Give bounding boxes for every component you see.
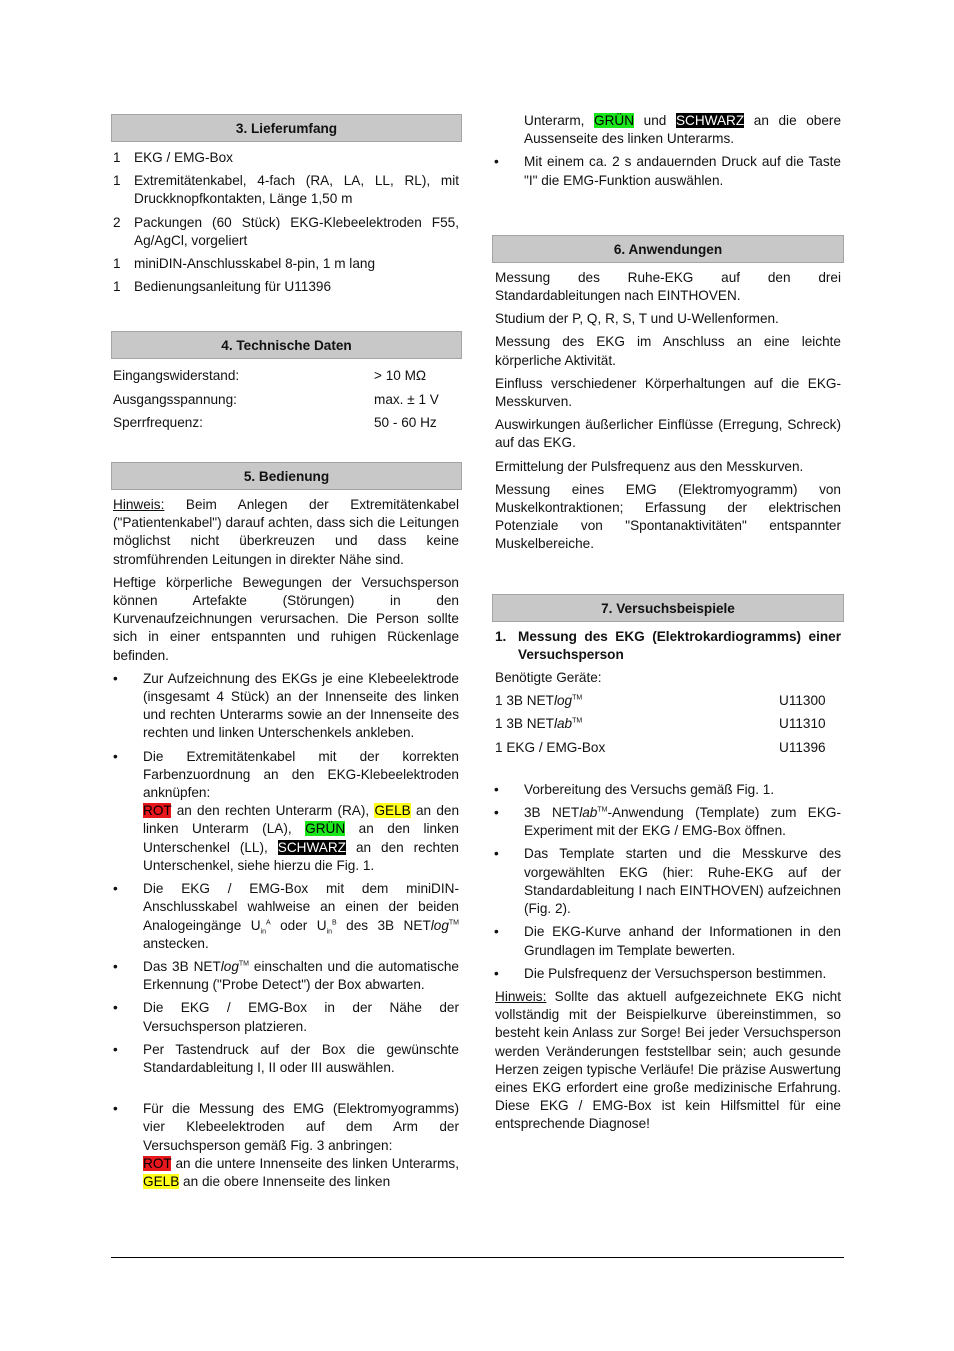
device-row: 1 3B NETlog™ U11300 [495,693,826,709]
footer-divider [111,1257,844,1258]
color-label-gruen: GRÜN [305,821,346,837]
bullet-icon: • [113,670,118,686]
bullet-item: • Die EKG / EMG-Box in der Nähe der Versuchsperson platzieren. [111,999,459,1035]
section-header-bedienung: 5. Bedienung [111,462,462,490]
section-header-lieferumfang: 3. Lieferumfang [111,114,462,142]
bullet-icon: • [494,805,499,821]
bullet-item: • Die Extremitätenkabel mit der korrekten Farbenzuordnung an den EKG-Klebeelektroden anknüpfen: ROT an den rechten Unterarm (RA), GELB an den linken Unterarm (LA), GRÜN an den linken Unterschenkel (LL), SCHWARZ an den rechten Unterschenkel, siehe hierzu die Fig. 1. [111,748,459,875]
bullet-item: • Die EKG / EMG-Box mit dem miniDIN-Anschlusskabel wahlweise an einen der beiden Analogeingänge $U_{in}^A$ oder $U_{in}^B$ des 3B NETlog™ anstecken. [111,880,459,953]
bullet-icon: • [113,958,118,974]
color-label-rot: ROT [143,1155,172,1171]
paragraph: Ermittelung der Pulsfrequenz aus den Messkurven. [495,458,804,474]
paragraph: Messung des Ruhe-EKG auf den drei Standardableitungen nach EINTHOVEN. [495,269,841,304]
bullet-icon: • [494,846,499,862]
left-column [111,114,462,1196]
list-item: 1 Bedienungsanleitung für U11396 [113,279,332,295]
bullet-item: • Mit einem ca. 2 s andauernden Druck auf die Taste "I" die EMG-Funktion auswählen. [492,153,841,189]
hint-paragraph: Hinweis: Sollte das aktuell aufgezeichnete EKG nicht vollständig mit der Beispielkurve übereinstimmen, so besteht kein Anlass zur Sorge! Bei jeder Versuchsperson werden Veränderungen feststellbar sein; auch gesunde Herzen zeigen typische Verläufe! Die präzise Auswertung eines EKG erfordert eine große medizinische Erfahrung. Diese EKG / EMG-Box ist kein Hilfsmittel für eine entsprechende Diagnose! [495,988,841,1132]
color-label-schwarz: SCHWARZ [277,839,346,855]
bullet-item: • 3B NETlab™-Anwendung (Template) zum EKG-Experiment mit der EKG / EMG-Box öffnen. [492,804,841,840]
bullet-item: • Das Template starten und die Messkurve des vorgewählten EKG (hier: Ruhe-EKG auf der Standardableitung I nach EINTHOVEN) aufzeichnen (Fig. 2). [492,845,841,918]
spec-row: Ausgangsspannung: max. ± 1 V [113,391,439,407]
paragraph: Messung des EKG im Anschluss an eine leichte körperliche Aktivität. [495,334,841,368]
hint-paragraph: Hinweis: Beim Anlegen der Extremitätenkabel ("Patientenkabel") darauf achten, dass sich die Leitungen möglichst nicht überkreuzen und dass keine stromführenden Leitungen in direkter Nähe sind. [113,497,459,567]
paragraph: Auswirkungen äußerlicher Einflüsse (Erregung, Schreck) auf das EKG. [495,417,841,451]
color-label-gelb: GELB [374,803,411,819]
section-header-anwendungen: 6. Anwendungen [492,235,844,263]
right-column [492,112,844,1139]
color-label-schwarz: SCHWARZ [675,113,745,128]
bullet-item: • Die EKG-Kurve anhand der Informationen in den Grundlagen im Template bewerten. [492,923,841,959]
bullet-item: • Zur Aufzeichnung des EKGs je eine Klebeelektrode (insgesamt 4 Stück) an der Innenseite des linken und rechten Unterarms sowie an der Innenseite des rechten und linken Unterschenkels ankleben. [111,670,459,743]
list-item: 1 Extremitätenkabel, 4-fach (RA, LA, LL, RL), mit Druckknopfkontakten, Länge 1,50 m [113,173,459,207]
bullet-icon: • [113,881,118,897]
paragraph: Messung eines EMG (Elektromyogramm) von Muskelkontraktionen; Erfassung der elektrischen Potenziale von "Spontanaktivitäten" entspannter Muskelbereiche. [495,481,841,552]
paragraph: Heftige körperliche Bewegungen der Versuchsperson können Artefakte (Störungen) in den Kurvenaufzeichnungen verursachen. Die Person sollte sich in einer entspannten und ruhigen Rückenlage befinden. [113,574,459,663]
hint-label: Hinweis: [113,497,165,513]
devices-label: Benötigte Geräte: [495,670,602,686]
bullet-item: • Per Tastendruck auf der Box die gewünschte Standardableitung I, II oder III auswählen. [111,1041,459,1077]
bullet-item: • Die Pulsfrequenz der Versuchsperson bestimmen. [492,965,841,983]
bullet-icon: • [494,924,499,940]
bullet-continuation: Unterarm, GRÜN und SCHWARZ an die obere Aussenseite des linken Unterarms. [524,113,841,147]
hint-label: Hinweis: [495,988,547,1004]
paragraph: Einfluss verschiedener Körperhaltungen auf die EKG-Messkurven. [495,375,841,410]
paragraph: Studium der P, Q, R, S, T und U-Wellenformen. [495,311,779,327]
bullet-item: • Das 3B NETlog™ einschalten und die automatische Erkennung ("Probe Detect") der Box abwarten. [111,958,459,994]
list-item: 2 Packungen (60 Stück) EKG-Klebeelektroden F55, Ag/AgCl, vorgeliert [113,214,459,248]
list-item: 1 EKG / EMG-Box [113,150,233,165]
spec-row: Eingangswiderstand: > 10 MΩ [113,368,427,384]
bullet-icon: • [494,154,499,170]
bullet-icon: • [494,781,499,797]
experiment-heading: 1. Messung des EKG (Elektrokardiogramms) einer Versuchsperson [495,628,841,662]
section-header-technische-daten: 4. Technische Daten [111,331,462,359]
color-label-gelb: GELB [143,1173,180,1189]
bullet-icon: • [113,1041,118,1057]
color-label-rot: ROT [143,803,172,819]
bullet-icon: • [494,965,499,981]
device-row: 1 3B NETlab™ U11310 [495,716,826,732]
bullet-item: • Vorbereitung des Versuchs gemäß Fig. 1. [492,781,841,799]
device-row: 1 EKG / EMG-Box U11396 [495,739,826,755]
section-header-versuchsbeispiele: 7. Versuchsbeispiele [492,594,844,622]
bullet-item: • Für die Messung des EMG (Elektromyogramms) vier Klebeelektroden auf dem Arm der Versuchsperson gemäß Fig. 3 anbringen: ROT an die untere Innenseite des linken Unterarms, GELB an die obere Innenseite des linken [111,1100,459,1191]
bullet-icon: • [113,748,118,764]
color-label-gruen: GRÜN [594,113,635,128]
bullet-icon: • [113,1000,118,1016]
spec-row: Sperrfrequenz: 50 - 60 Hz [113,414,437,430]
bullet-icon: • [113,1101,118,1117]
list-item: 1 miniDIN-Anschlusskabel 8-pin, 1 m lang [113,256,376,272]
